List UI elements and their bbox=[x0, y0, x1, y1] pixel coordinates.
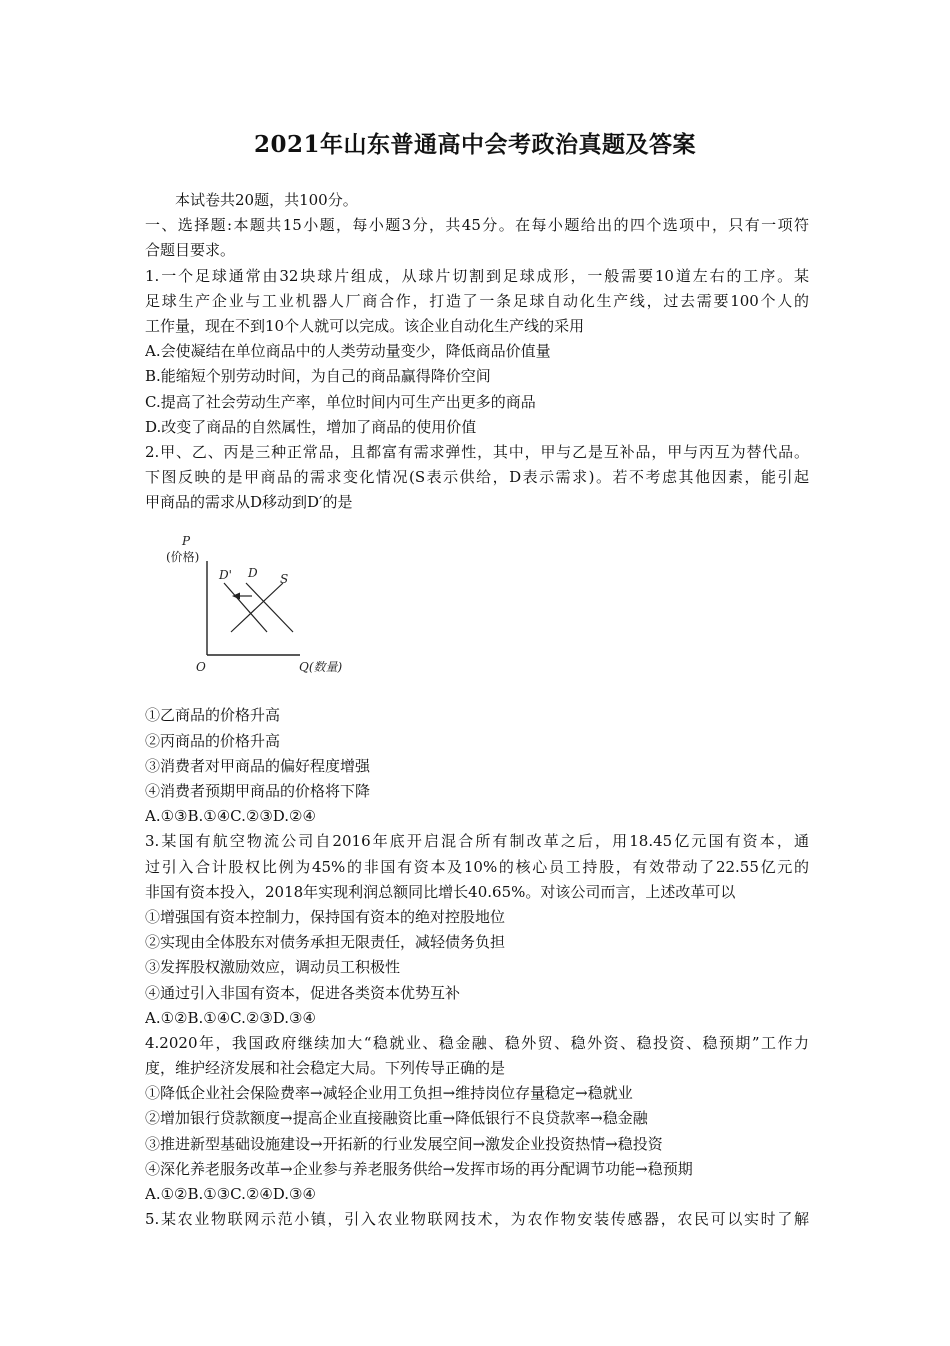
question-3-stem: 过引入合计股权比例为45%的非国有资本及10%的核心员工持股，有效带动了22.55亿元的 bbox=[145, 857, 809, 876]
demand-curve-d bbox=[246, 583, 293, 632]
question-2-stem: 甲商品的需求从D移动到D′的是 bbox=[145, 493, 353, 512]
question-4-stem: 度，维护经济发展和社会稳定大局。下列传导正确的是 bbox=[145, 1059, 506, 1078]
section-header-line: 一、选择题:本题共15小题，每小题3分，共45分。在每小题给出的四个选项中，只有一项符 bbox=[145, 216, 809, 235]
question-2-stem: 2.甲、乙、丙是三种正常品，且都富有需求弹性，其中，甲与乙是互补品，甲与丙互为替代品。 bbox=[145, 442, 809, 461]
question-4-item: ①降低企业社会保险费率→减轻企业用工负担→维持岗位存量稳定→稳就业 bbox=[145, 1084, 633, 1103]
supply-curve-s bbox=[231, 583, 283, 632]
question-1-stem: 1.一个足球通常由32块球片组成，从球片切割到足球成形，一般需要10道左右的工序。某 bbox=[145, 266, 809, 285]
demand-supply-diagram bbox=[160, 521, 380, 701]
question-1-option-c: C.提高了社会劳动生产率，单位时间内可生产出更多的商品 bbox=[145, 392, 536, 411]
question-4-stem: 4.2020年，我国政府继续加大“稳就业、稳金融、稳外贸、稳外资、稳投资、稳预期”工作力 bbox=[145, 1033, 809, 1052]
question-5-stem: 5.某农业物联网示范小镇，引入农业物联网技术，为农作物安装传感器，农民可以实时了解 bbox=[145, 1210, 809, 1229]
question-1-stem: 足球生产企业与工业机器人厂商合作，打造了一条足球自动化生产线，过去需要100个人的 bbox=[145, 291, 809, 310]
document-body bbox=[145, 188, 809, 1232]
demand-supply-figure bbox=[145, 521, 809, 701]
question-3-stem: 非国有资本投入，2018年实现利润总额同比增长40.65%。对该公司而言，上述改革可以 bbox=[145, 882, 736, 901]
question-2-item: ④消费者预期甲商品的价格将下降 bbox=[145, 782, 371, 800]
question-2-stem: 下图反映的是甲商品的需求变化情况(S表示供给，D表示需求)。若不考虑其他因素，能引起 bbox=[145, 468, 809, 487]
question-2-answer-options: A.①③B.①④C.②③D.②④ bbox=[145, 807, 316, 826]
question-2-item: ③消费者对甲商品的偏好程度增强 bbox=[145, 756, 371, 775]
question-3-stem: 3.某国有航空物流公司自2016年底开启混合所有制改革之后，用18.45亿元国有资本，通 bbox=[145, 832, 809, 851]
question-3-item: ①增强国有资本控制力，保持国有资本的绝对控股地位 bbox=[145, 907, 506, 926]
section-header-line: 合题目要求。 bbox=[145, 241, 236, 260]
question-1-option-d: D.改变了商品的自然属性，增加了商品的使用价值 bbox=[145, 417, 477, 436]
question-4-item: ②增加银行贷款额度→提高企业直接融资比重→降低银行不良贷款率→稳金融 bbox=[145, 1109, 648, 1128]
intro-line: 本试卷共20题，共100分。 bbox=[175, 191, 358, 209]
question-3-answer-options: A.①②B.①④C.②③D.③④ bbox=[145, 1008, 316, 1027]
curve-d-prime-label: D' bbox=[219, 568, 232, 583]
question-3-item: ②实现由全体股东对债务承担无限责任，减轻债务负担 bbox=[145, 933, 506, 952]
curve-d-label: D bbox=[248, 566, 258, 581]
question-1-option-b: B.能缩短个别劳动时间，为自己的商品赢得降价空间 bbox=[145, 367, 491, 386]
question-2-item: ②丙商品的价格升高 bbox=[145, 731, 281, 750]
x-axis-label: Q(数量) bbox=[299, 660, 343, 675]
question-4-item: ③推进新型基础设施建设→开拓新的行业发展空间→激发企业投资热情→稳投资 bbox=[145, 1134, 663, 1153]
page-title: 2021年山东普通高中会考政治真题及答案 bbox=[253, 131, 696, 158]
question-3-item: ③发挥股权激励效应，调动员工积极性 bbox=[145, 958, 401, 977]
question-1-stem: 工作量，现在不到10个人就可以完成。该企业自动化生产线的采用 bbox=[145, 316, 585, 335]
origin-label: O bbox=[196, 660, 206, 675]
question-4-answer-options: A.①②B.①③C.②④D.③④ bbox=[145, 1185, 316, 1203]
question-4-item: ④深化养老服务改革→企业参与养老服务供给→发挥市场的再分配调节功能→稳预期 bbox=[145, 1159, 693, 1178]
y-axis-label: P bbox=[182, 534, 191, 549]
question-3-item: ④通过引入非国有资本，促进各类资本优势互补 bbox=[145, 983, 461, 1002]
y-axis-note: (价格) bbox=[166, 550, 200, 565]
question-2-item: ①乙商品的价格升高 bbox=[145, 706, 281, 725]
curve-s-label: S bbox=[280, 572, 289, 587]
question-1-option-a: A.会使凝结在单位商品中的人类劳动量变少，降低商品价值量 bbox=[145, 342, 551, 361]
demand-curve-d-prime bbox=[224, 583, 267, 632]
